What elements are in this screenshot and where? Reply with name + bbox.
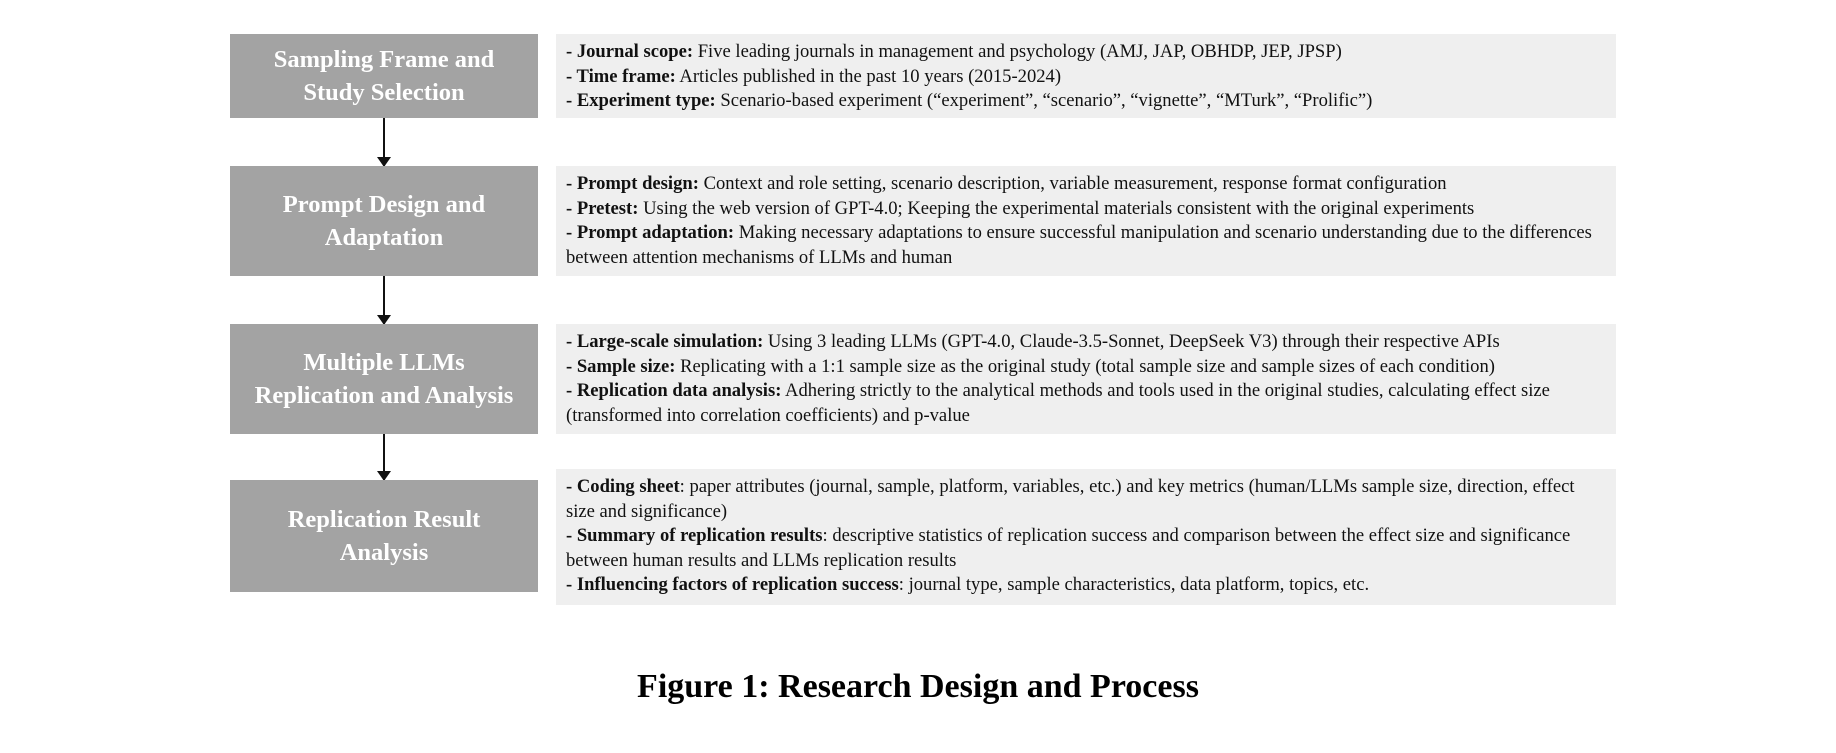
arrow-down	[383, 118, 385, 166]
bullet-term: - Time frame:	[566, 65, 676, 87]
bullet-text: Scenario-based experiment (“experiment”, “scenario”, “vignette”, “MTurk”, “Prolific”)	[715, 90, 1373, 112]
bullet-text: Articles published in the past 10 years (2015-2024)	[675, 65, 1062, 87]
bullet-term: - Summary of replication results	[566, 525, 823, 547]
detail-box-sampling-frame	[556, 34, 1616, 118]
bullet-text: Using the web version of GPT-4.0; Keeping the experimental materials consistent with the original experiments	[638, 197, 1475, 219]
bullet-text: Making necessary adaptations to ensure successful manipulation and scenario understanding due to the differences between attention mechanisms of LLMs and human	[566, 222, 1592, 268]
bullet-time-frame	[566, 65, 1606, 90]
step-title-line: Replication and Analysis	[254, 382, 514, 409]
bullet-text: : descriptive statistics of replication success and comparison between the effect size and significance between human results and LLMs replication results	[566, 525, 1571, 571]
bullet-term: - Sample size:	[566, 355, 676, 377]
step-title-line: Adaptation	[324, 224, 444, 251]
step-title-line: Sampling Frame and	[273, 46, 495, 73]
bullet-term: - Pretest:	[566, 197, 639, 219]
bullet-prompt-design	[566, 172, 1606, 197]
step-title-line: Replication Result	[287, 506, 481, 533]
step-box-multiple-llms	[230, 324, 538, 434]
bullet-prompt-adaptation	[566, 221, 1606, 270]
detail-box-prompt-design	[556, 166, 1616, 276]
bullet-coding-sheet	[566, 475, 1606, 524]
bullet-term: - Prompt design:	[566, 173, 699, 194]
bullet-sample-size	[566, 355, 1606, 380]
bullet-term: - Experiment type:	[566, 90, 716, 112]
bullet-large-scale-simulation	[566, 330, 1606, 355]
bullet-term: - Journal scope:	[566, 41, 694, 62]
bullet-text: : journal type, sample characteristics, data platform, topics, etc.	[898, 574, 1370, 596]
step-box-sampling-frame	[230, 34, 538, 118]
arrow-down	[383, 276, 385, 324]
bullet-pretest	[566, 197, 1606, 222]
bullet-text: : paper attributes (journal, sample, platform, variables, etc.) and key metrics (human/LLMs sample size, direction, effect size and significance)	[566, 476, 1575, 522]
step-title-line: Study Selection	[303, 79, 465, 106]
bullet-term: - Influencing factors of replication success	[566, 574, 899, 596]
bullet-summary-of-results	[566, 524, 1606, 573]
bullet-term: - Replication data analysis:	[566, 380, 782, 402]
figure-caption: Figure 1: Research Design and Process	[637, 668, 1199, 705]
step-box-replication-result	[230, 480, 538, 592]
bullet-replication-data-analysis	[566, 379, 1606, 428]
bullet-journal-scope	[566, 40, 1606, 65]
step-title-line: Analysis	[339, 539, 429, 566]
bullet-influencing-factors	[566, 573, 1606, 598]
bullet-text: Adhering strictly to the analytical methods and tools used in the original studies, calculating effect size (transformed into correlation coefficients) and p-value	[566, 380, 1550, 426]
detail-box-replication-result	[556, 469, 1616, 605]
bullet-text: Context and role setting, scenario description, variable measurement, response format configuration	[698, 173, 1447, 194]
step-title-line: Prompt Design and	[282, 191, 486, 218]
bullet-text: Five leading journals in management and psychology (AMJ, JAP, OBHDP, JEP, JPSP)	[693, 41, 1342, 62]
step-box-prompt-design	[230, 166, 538, 276]
step-title-line: Multiple LLMs	[303, 349, 465, 376]
bullet-text: Replicating with a 1:1 sample size as the original study (total sample size and sample sizes of each condition)	[675, 355, 1495, 377]
bullet-text: Using 3 leading LLMs (GPT-4.0, Claude-3.5-Sonnet, DeepSeek V3) through their respective APIs	[763, 331, 1500, 352]
bullet-term: - Prompt adaptation:	[566, 222, 735, 244]
detail-box-multiple-llms	[556, 324, 1616, 434]
arrow-down	[383, 434, 385, 480]
bullet-term: - Coding sheet	[566, 476, 680, 497]
bullet-term: - Large-scale simulation:	[566, 331, 764, 352]
bullet-experiment-type	[566, 89, 1606, 114]
